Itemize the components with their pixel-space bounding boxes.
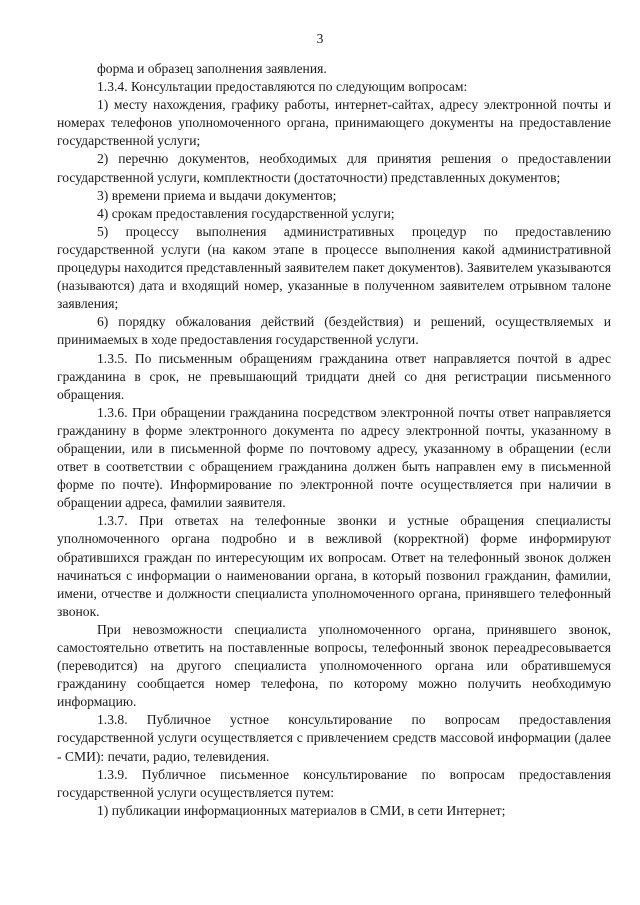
paragraph-redirect-call: При невозможности специалиста уполномоченного органа, принявшего звонок, самостоятельно ответить на поставленные вопросы, телефонный звонок переадресовывается (переводится) на другого специалиста уполномоченного органа или обратившемуся гражданину сообщается номер телефона, по которому можно получить необходимую информацию. xyxy=(57,621,611,710)
paragraph-1-3-4: 1.3.4. Консультации предоставляются по следующим вопросам: xyxy=(97,79,468,95)
list-item-documents: 2) перечню документов, необходимых для принятия решения о предоставлении государственной услуги, комплектности (достаточности) представленных документов; xyxy=(57,151,611,185)
list-item-deadlines: 4) срокам предоставления государственной услуги; xyxy=(97,205,395,221)
paragraph-1-3-9: 1.3.9. Публичное письменное консультирование по вопросам предоставления государственной услуги осуществляется путем: xyxy=(57,766,611,800)
paragraph-1-3-5: 1.3.5. По письменным обращениям гражданина ответ направляется почтой в адрес гражданина в срок, не превышающий тридцати дней со дня регистрации письменного обращения. xyxy=(57,350,611,402)
page-number: 3 xyxy=(316,31,324,46)
paragraph-form-continuation: форма и образец заполнения заявления. xyxy=(97,61,327,76)
list-item-location: 1) месту нахождения, графику работы, интернет-сайтах, адресу электронной почты и номерах телефонов уполномоченного органа, принимающего документы на предоставление государственной услуги; xyxy=(57,97,611,149)
paragraph-1-3-7: 1.3.7. При ответах на телефонные звонки и устные обращения специалисты уполномоченного органа подробно и в вежливой (корректной) форме информируют обратившихся граждан по интересующим их вопросам. Ответ на телефонный звонок должен начинаться с информации о наименовании органа, в который позвонил гражданин, фамилии, имени, отчестве и должности специалиста уполномоченного органа, принявшего телефонный звонок. xyxy=(57,513,611,619)
paragraph-1-3-8: 1.3.8. Публичное устное консультирование по вопросам предоставления государственной услуги осуществляется с привлечением средств массовой информации (далее - СМИ): печати, радио, телевидения. xyxy=(57,712,611,764)
paragraph-1-3-6: 1.3.6. При обращении гражданина посредством электронной почты ответ направляется гражданину в форме электронного документа по адресу электронной почты, указанному в обращении, или в письменной форме по почтовому адресу, указанному в обращении (если ответ в соответствии с обращением гражданина должен быть направлен ему в письменной форме по почте). Информирование по электронной почте осуществляется при наличии в обращении адреса, фамилии заявителя. xyxy=(57,404,611,511)
document-body xyxy=(57,60,611,820)
list-item-reception-time: 3) времени приема и выдачи документов; xyxy=(97,187,337,203)
list-item-process: 5) процессу выполнения административных процедур по предоставлению государственной услуги (на каком этапе в процессе выполнения какой административной процедуры находится представленный заявителем пакет документов). Заявителем указываются (называются) дата и входящий номер, указанные в полученном заявителем отрывном талоне заявления; xyxy=(57,223,611,312)
list-item-publications: 1) публикации информационных материалов в СМИ, в сети Интернет; xyxy=(97,802,506,818)
list-item-appeal: 6) порядку обжалования действий (бездействия) и решений, осуществляемых и принимаемых в ходе предоставления государственной услуги. xyxy=(57,314,611,348)
